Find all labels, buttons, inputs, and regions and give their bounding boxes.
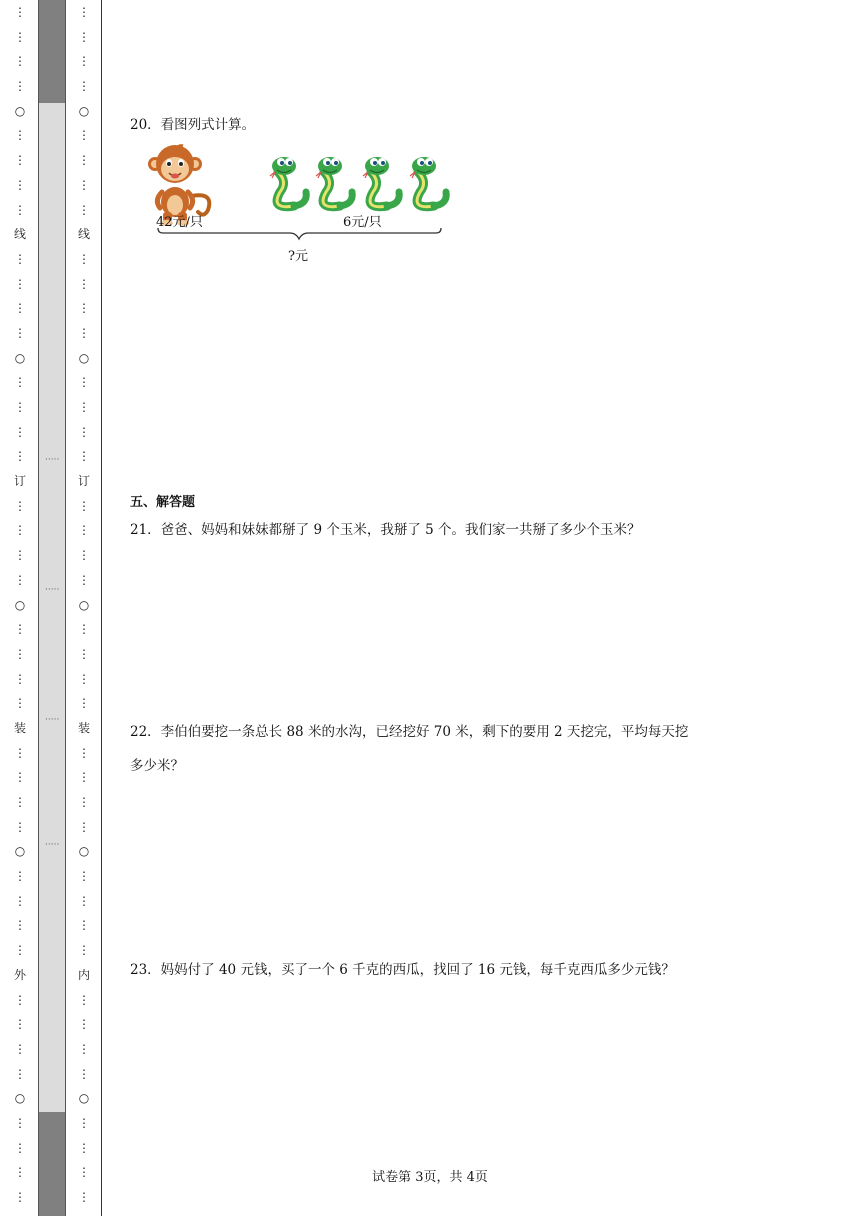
seal-dots: ⋮ <box>78 424 90 439</box>
seal-dots: ⋮ <box>78 5 90 19</box>
question-22-line2: 多少米？ <box>130 758 184 774</box>
seal-dots: ⋮ <box>14 79 26 94</box>
seal-label: 内 <box>77 967 90 982</box>
seal-dots: ⋮ <box>14 696 26 711</box>
seal-dots: ⋮ <box>78 29 90 44</box>
page-footer: 试卷第 3页，共 4页 <box>372 1170 488 1185</box>
seal-dots: ⋮ <box>14 1140 26 1155</box>
seal-dots: ⋮ <box>78 671 90 686</box>
band-dark-bottom <box>39 1112 65 1216</box>
seal-dots: ⋮ <box>78 646 90 661</box>
seal-dots: ⋮ <box>78 622 90 637</box>
section-title: 五、解答题 <box>130 495 196 510</box>
seal-dots: ⋮ <box>78 128 90 143</box>
seal-dots: ⋮ <box>78 696 90 711</box>
seal-ring-icon: ○ <box>14 844 26 859</box>
seal-dots: ⋮ <box>78 893 90 908</box>
seal-ring-icon: ○ <box>78 597 90 612</box>
seal-dots: ⋮ <box>14 1041 26 1056</box>
seal-ring-icon: ○ <box>14 350 26 365</box>
band-tick: ····· <box>45 840 60 850</box>
seal-dots: ⋮ <box>78 54 90 69</box>
seal-label: 装 <box>77 720 90 735</box>
seal-dots: ⋮ <box>78 1066 90 1081</box>
seal-dots: ⋮ <box>14 400 26 414</box>
seal-dots: ⋮ <box>14 177 26 192</box>
seal-dots: ⋮ <box>78 375 90 390</box>
seal-ring-icon: ○ <box>14 103 26 118</box>
seal-dots: ⋮ <box>14 869 26 884</box>
seal-dots: ⋮ <box>14 1165 26 1180</box>
seal-dots: ⋮ <box>14 893 26 908</box>
question-22-line1: 22．李伯伯要挖一条总长 88 米的水沟，已经挖好 70 米，剩下的要用 2 天挖完，平均每天挖 <box>130 724 689 740</box>
seal-dots: ⋮ <box>78 745 90 760</box>
seal-dots: ⋮ <box>78 572 90 587</box>
seal-ring-icon: ○ <box>78 350 90 365</box>
seal-ring-icon: ○ <box>78 103 90 118</box>
seal-dots: ⋮ <box>78 498 90 513</box>
seal-label: 线 <box>13 227 26 242</box>
seal-dots: ⋮ <box>78 202 90 217</box>
seal-dots: ⋮ <box>78 943 90 958</box>
snake-icon <box>316 157 352 207</box>
band-tick: ····· <box>45 715 60 725</box>
question-21: 21．爸爸、妈妈和妹妹都掰了 9 个玉米，我掰了 5 个。我们家一共掰了多少个玉米？ <box>130 522 641 538</box>
inner-seal-line <box>66 0 102 1216</box>
seal-dots: ⋮ <box>14 646 26 661</box>
seal-dots: ⋮ <box>14 943 26 958</box>
seal-label: 线 <box>77 227 90 242</box>
seal-dots: ⋮ <box>78 325 90 340</box>
seal-dots: ⋮ <box>14 301 26 316</box>
question-20: 20．看图列式计算。 <box>130 117 256 133</box>
seal-dots: ⋮ <box>14 251 26 266</box>
seal-label: 装 <box>13 720 26 735</box>
seal-dots: ⋮ <box>78 276 90 291</box>
seal-dots: ⋮ <box>14 819 26 834</box>
band-tick: ····· <box>45 585 60 595</box>
snake-price-label: 6元/只 <box>343 215 382 230</box>
seal-dots: ⋮ <box>14 1017 26 1032</box>
snake-icon <box>270 157 306 207</box>
seal-dots: ⋮ <box>14 54 26 69</box>
seal-dots: ⋮ <box>14 424 26 439</box>
seal-dots: ⋮ <box>14 29 26 44</box>
seal-ring-icon: ○ <box>14 1091 26 1106</box>
snake-icon <box>410 157 446 207</box>
snake-icon <box>363 157 399 207</box>
seal-dots: ⋮ <box>14 375 26 390</box>
seal-dots: ⋮ <box>14 498 26 513</box>
seal-ring-icon: ○ <box>78 844 90 859</box>
seal-dots: ⋮ <box>14 449 26 464</box>
seal-dots: ⋮ <box>78 1165 90 1180</box>
seal-dots: ⋮ <box>14 1115 26 1130</box>
question-20-figure <box>148 142 458 267</box>
seal-dots: ⋮ <box>78 177 90 192</box>
seal-dots: ⋮ <box>14 770 26 785</box>
seal-dots: ⋮ <box>78 795 90 809</box>
seal-dots: ⋮ <box>78 1140 90 1155</box>
seal-dots: ⋮ <box>14 795 26 809</box>
seal-dots: ⋮ <box>14 572 26 587</box>
seal-dots: ⋮ <box>14 128 26 143</box>
seal-dots: ⋮ <box>14 548 26 563</box>
seal-label: 外 <box>13 967 26 982</box>
seal-dots: ⋮ <box>78 548 90 563</box>
question-23: 23．妈妈付了 40 元钱，买了一个 6 千克的西瓜，找回了 16 元钱，每千克西瓜多少元钱？ <box>130 962 675 978</box>
seal-dots: ⋮ <box>78 1190 90 1204</box>
seal-dots: ⋮ <box>14 745 26 760</box>
seal-dots: ⋮ <box>78 1115 90 1130</box>
seal-dots: ⋮ <box>14 1066 26 1081</box>
seal-dots: ⋮ <box>14 153 26 168</box>
band-dark-top <box>39 0 65 103</box>
frame-border <box>101 0 102 1216</box>
seal-dots: ⋮ <box>14 202 26 217</box>
seal-dots: ⋮ <box>14 523 26 538</box>
seal-dots: ⋮ <box>14 5 26 19</box>
seal-dots: ⋮ <box>14 1190 26 1204</box>
seal-label: 订 <box>77 474 90 489</box>
seal-dots: ⋮ <box>78 918 90 933</box>
seal-dots: ⋮ <box>78 523 90 538</box>
seal-dots: ⋮ <box>14 622 26 637</box>
seal-dots: ⋮ <box>78 301 90 316</box>
seal-dots: ⋮ <box>78 449 90 464</box>
seal-dots: ⋮ <box>78 1041 90 1056</box>
seal-dots: ⋮ <box>78 819 90 834</box>
seal-dots: ⋮ <box>14 671 26 686</box>
seal-dots: ⋮ <box>14 992 26 1007</box>
seal-dots: ⋮ <box>14 918 26 933</box>
seal-dots: ⋮ <box>78 992 90 1007</box>
seal-dots: ⋮ <box>78 251 90 266</box>
student-info-band <box>38 0 66 1216</box>
outer-seal-line <box>2 0 38 1216</box>
seal-ring-icon: ○ <box>14 597 26 612</box>
seal-dots: ⋮ <box>14 325 26 340</box>
monkey-price-label: 42元/只 <box>156 215 203 230</box>
total-price-label: ?元 <box>288 249 308 264</box>
snake-images <box>270 157 446 207</box>
seal-dots: ⋮ <box>14 276 26 291</box>
seal-dots: ⋮ <box>78 79 90 94</box>
seal-dots: ⋮ <box>78 153 90 168</box>
seal-ring-icon: ○ <box>78 1091 90 1106</box>
seal-dots: ⋮ <box>78 1017 90 1032</box>
seal-dots: ⋮ <box>78 869 90 884</box>
binding-margin <box>0 0 102 1216</box>
seal-label: 订 <box>13 474 26 489</box>
seal-dots: ⋮ <box>78 770 90 785</box>
band-tick: ····· <box>45 455 60 465</box>
seal-dots: ⋮ <box>78 400 90 414</box>
